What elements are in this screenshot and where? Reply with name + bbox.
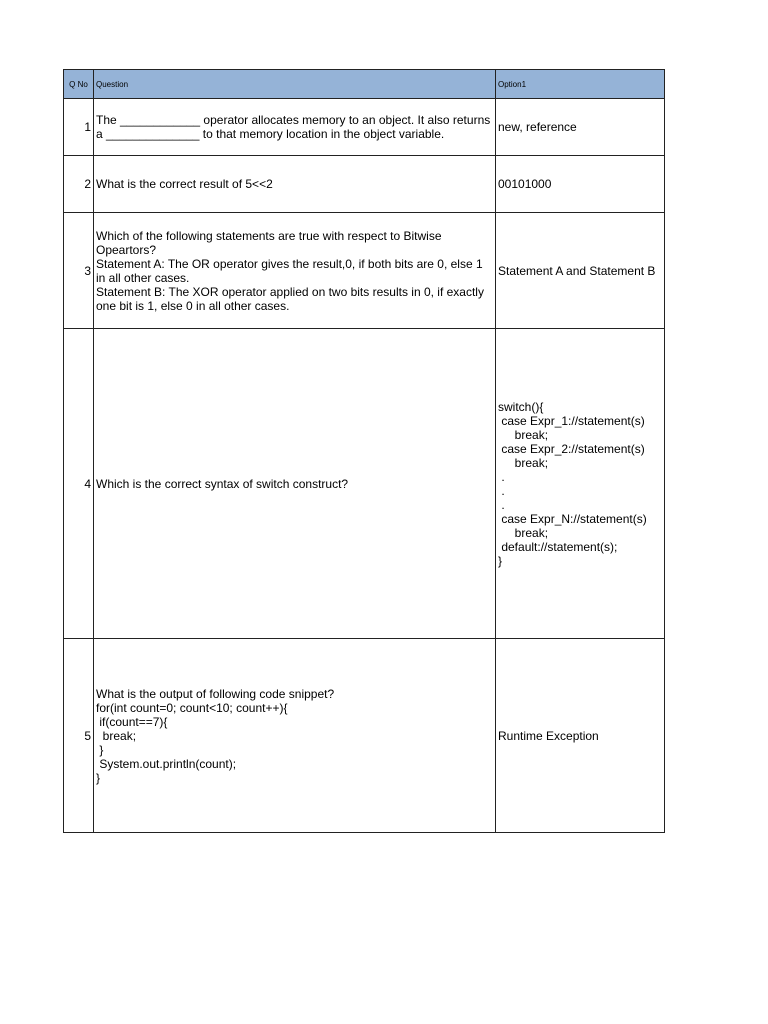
option1-text: switch(){ case Expr_1://statement(s) break; case Expr_2://statement(s) break; . . . case Expr_N://statement(s) break; default://statement(s); } (496, 329, 665, 639)
question-text: What is the output of following code snippet? for(int count=0; count<10; count++){ if(count==7){ break; } System.out.println(count); } (94, 639, 496, 833)
question-number: 1 (64, 99, 94, 156)
table-row (64, 156, 665, 213)
question-number: 5 (64, 639, 94, 833)
option1-text: Statement A and Statement B (496, 213, 665, 329)
question-text: Which is the correct syntax of switch construct? (94, 329, 496, 639)
option1-text: Runtime Exception (496, 639, 665, 833)
header-option1: Option1 (496, 70, 665, 99)
option1-text: new, reference (496, 99, 665, 156)
table-row (64, 99, 665, 156)
header-qno: Q No (64, 70, 94, 99)
table-row (64, 639, 665, 833)
table-row (64, 213, 665, 329)
option1-text: 00101000 (496, 156, 665, 213)
question-number: 3 (64, 213, 94, 329)
header-question: Question (94, 70, 496, 99)
question-number: 4 (64, 329, 94, 639)
question-table (63, 69, 665, 833)
question-text: The ____________ operator allocates memory to an object. It also returns a ______________ to that memory location in the object variable. (94, 99, 496, 156)
question-number: 2 (64, 156, 94, 213)
question-text: Which of the following statements are true with respect to Bitwise Opeartors? Statement A: The OR operator gives the result,0, if both bits are 0, else 1 in all other cases. Statement B: The XOR operator applied on two bits results in 0, if exactly one bit is 1, else 0 in all other cases. (94, 213, 496, 329)
table-row (64, 329, 665, 639)
header-row (64, 70, 665, 99)
question-text: What is the correct result of 5<<2 (94, 156, 496, 213)
